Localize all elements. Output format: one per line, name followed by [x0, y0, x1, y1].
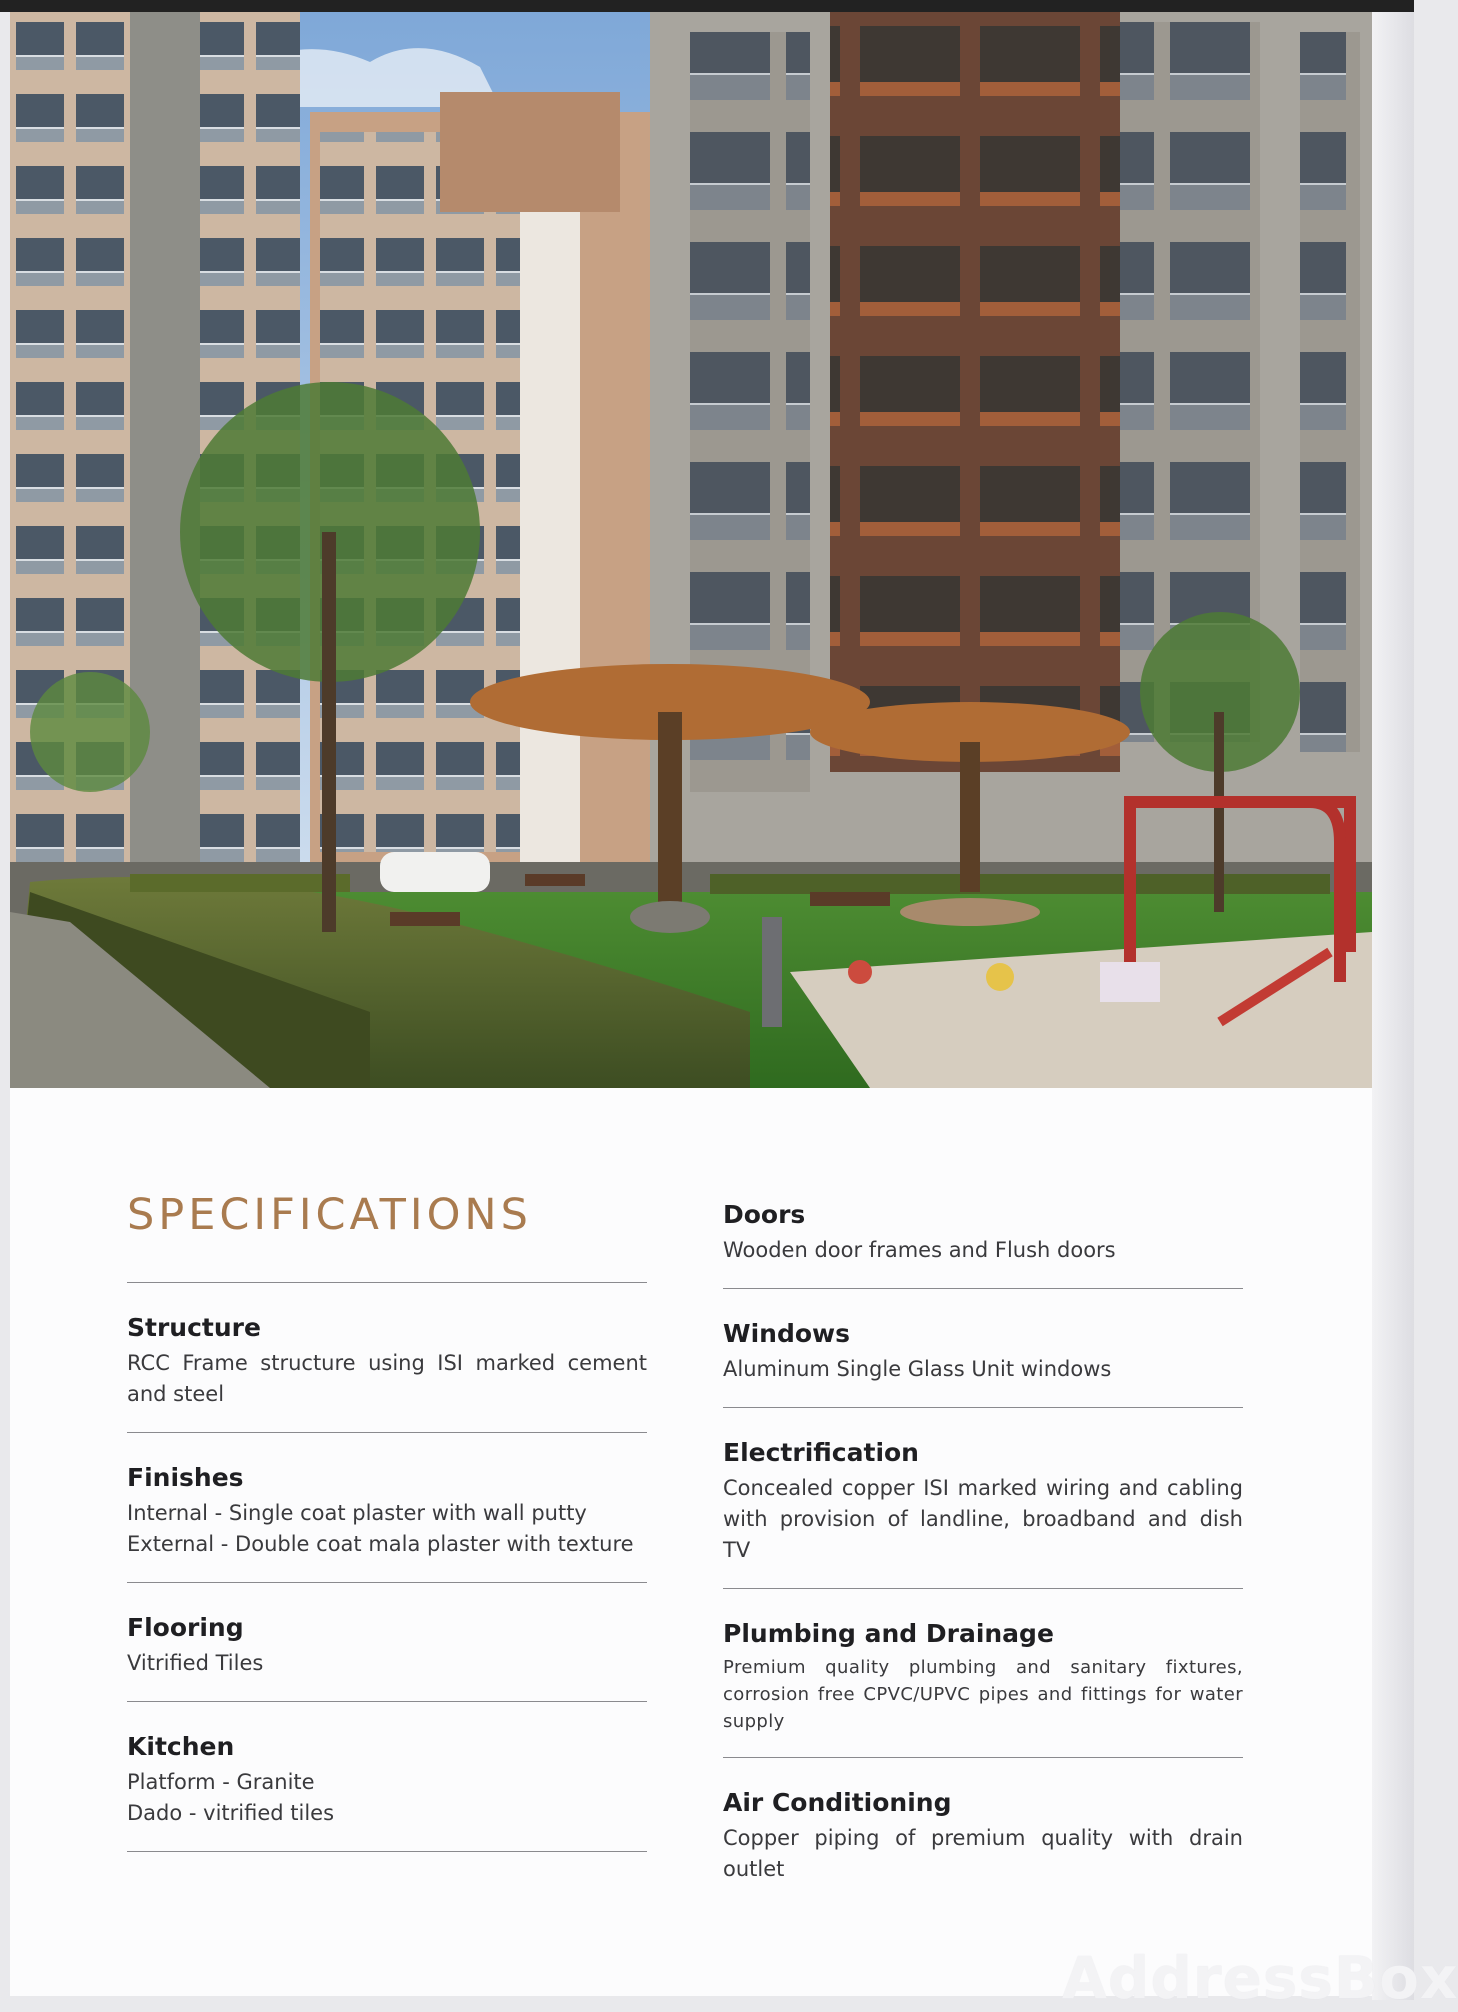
spec-text: Internal - Single coat plaster with wall putty [127, 1501, 587, 1525]
spec-heading: Electrification [723, 1438, 919, 1467]
watermark: AddressBox [1062, 1944, 1458, 2012]
spec-flooring [127, 1613, 647, 1701]
divider [127, 1851, 647, 1852]
spec-text: Wooden door frames and Flush doors [723, 1238, 1116, 1262]
specs-left-column [127, 1282, 647, 1852]
spec-heading: Plumbing and Drainage [723, 1619, 1054, 1648]
spec-heading: Flooring [127, 1613, 244, 1642]
spec-text: RCC Frame structure using ISI marked cement and steel [127, 1351, 647, 1406]
spec-structure [127, 1313, 647, 1432]
spec-finishes [127, 1463, 647, 1582]
spec-text: Dado - vitrified tiles [127, 1801, 335, 1825]
spec-text: Platform - Granite [127, 1770, 315, 1794]
spec-heading: Finishes [127, 1463, 244, 1492]
spec-electrification [723, 1438, 1243, 1588]
page-title: SPECIFICATIONS [127, 1190, 532, 1240]
specs-right-column [723, 1200, 1243, 1907]
divider [723, 1288, 1243, 1289]
divider [127, 1432, 647, 1433]
scan-top-edge [0, 0, 1414, 12]
spec-heading: Air Conditioning [723, 1788, 952, 1817]
spec-text: Concealed copper ISI marked wiring and cabling with provision of landline, broadband and dish TV [723, 1476, 1243, 1562]
spec-heading: Windows [723, 1319, 850, 1348]
spec-kitchen [127, 1732, 647, 1851]
spec-heading: Kitchen [127, 1732, 235, 1761]
spec-doors [723, 1200, 1243, 1288]
spec-text: Copper piping of premium quality with drain outlet [723, 1826, 1243, 1881]
divider [127, 1701, 647, 1702]
spec-text: External - Double coat mala plaster with texture [127, 1532, 634, 1556]
divider [723, 1407, 1243, 1408]
spec-windows [723, 1319, 1243, 1407]
scan-right-edge [1372, 12, 1414, 2000]
spec-heading: Doors [723, 1200, 806, 1229]
divider [723, 1757, 1243, 1758]
spec-text: Premium quality plumbing and sanitary fixtures, corrosion free CPVC/UPVC pipes and fittings for water supply [723, 1657, 1243, 1732]
spec-heading: Structure [127, 1313, 261, 1342]
divider [723, 1588, 1243, 1589]
spec-text: Aluminum Single Glass Unit windows [723, 1357, 1112, 1381]
building-rendering-image [10, 12, 1372, 1088]
spec-plumbing [723, 1619, 1243, 1757]
spec-text: Vitrified Tiles [127, 1651, 264, 1675]
spec-air-conditioning [723, 1788, 1243, 1907]
divider [127, 1282, 647, 1283]
divider [127, 1582, 647, 1583]
